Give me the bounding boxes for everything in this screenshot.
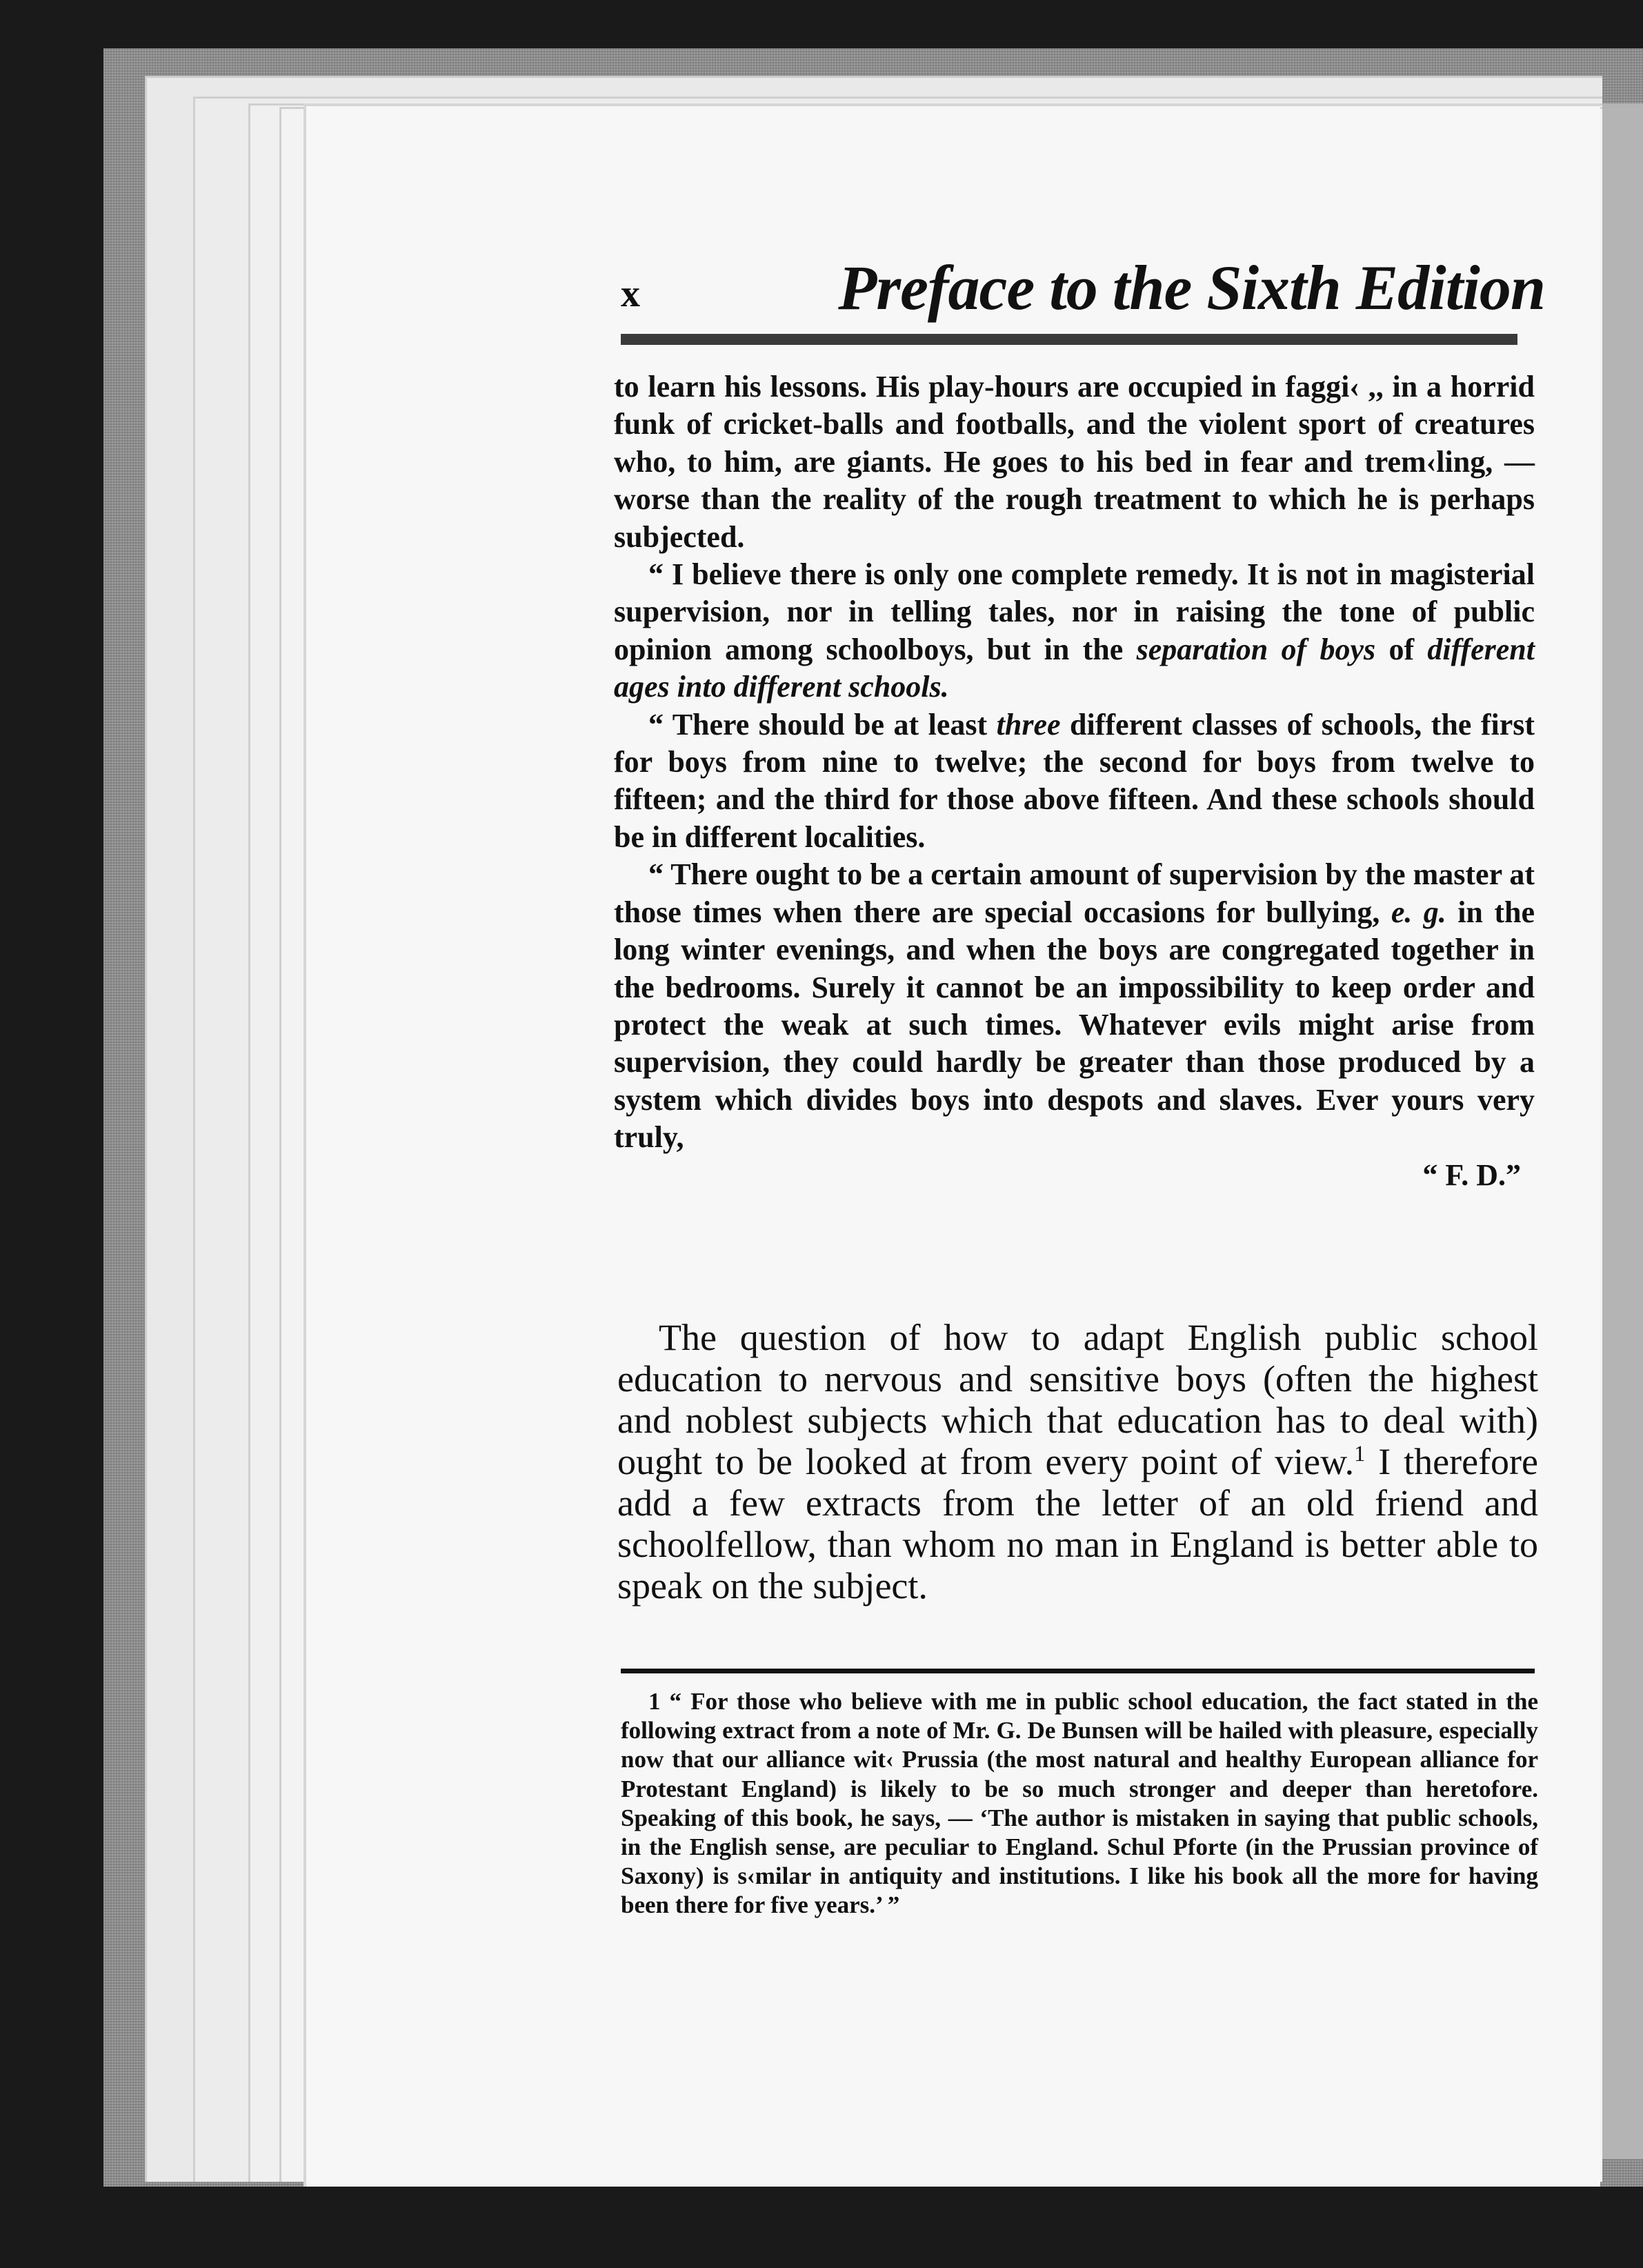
- emphasis: different ages into different schools.: [614, 632, 1535, 704]
- text-run: “ There should be at least: [648, 707, 997, 742]
- body-text: [614, 368, 1535, 1194]
- paragraph: [614, 706, 1535, 857]
- paragraph: to learn his lessons. His play-hours are occupied in faggi‹ ,, in a horrid funk of cricket-balls and footballs, and the violent sport of creatures who, to him, are giants. He goes to his bed in fear and trem‹ling, — worse than the reality of the rough treatment to which he is perhaps subjected.: [614, 370, 1535, 554]
- signature: “ F. D.”: [1422, 1157, 1521, 1192]
- text-run: The question of how to adapt English public school education to nervous and sensitive boys (often the highest and noblest subjects which that education has to deal with) ought to be looked at from every point of view.: [617, 1317, 1538, 1482]
- footnote-marker: 1: [648, 1688, 661, 1715]
- footnote: [621, 1687, 1538, 1920]
- main-paragraph: [617, 1317, 1538, 1606]
- emphasis: three: [996, 707, 1061, 742]
- text-run: different classes of schools, the first for boys from nine to twelve; the second for boys from twelve to fifteen; and the third for those above fifteen. And these schools should be in different localities.: [614, 707, 1535, 854]
- text-run: in the long winter evenings, and when the boys are congregated together in the bedrooms. Surely it cannot be an impossibility to keep order and protect the weak at such times. Whatever evils might arise from supervision, they could hardly be greater than those produced by a system which divides boys into despots and slaves. Ever yours very truly,: [614, 895, 1535, 1155]
- paragraph: [617, 1317, 1538, 1606]
- text-run: of: [1375, 632, 1428, 666]
- text-run: “ There ought to be a certain amount of supervision by the master at those times when there are special occasions for bullying,: [614, 857, 1535, 929]
- footnote-text: “ For those who believe with me in public school education, the fact stated in the following extract from a note of Mr. G. De Bunsen will be hailed with pleasure, especially now that our alliance wit‹ Prussia (the most natural and healthy European alliance for Protestant England) is likely to be so much stronger and deeper than heretofore. Speaking of this book, he says, — ‘The author is mistaken in saying that public schools, in the English sense, are peculiar to England. Schul Pforte (in the Prussian province of Saxony) is s‹milar in antiquity and institutions. I like his book all the more for having been there for five years.’ ”: [621, 1688, 1538, 1919]
- footnote-reference: 1: [1354, 1442, 1366, 1466]
- emphasis: separation of boys: [1136, 632, 1376, 666]
- book-page: [303, 103, 1600, 2187]
- text-run: I therefore add a few extracts from the letter of an old friend and schoolfellow, than whom no man in England is better able to speak on the subject.: [617, 1441, 1539, 1606]
- paragraph: [614, 856, 1535, 1156]
- page-content: [614, 106, 1545, 2107]
- footnote-paragraph: [621, 1687, 1538, 1920]
- header-rule: [621, 334, 1517, 345]
- emphasis: e. g.: [1391, 895, 1446, 929]
- paragraph: [614, 556, 1535, 706]
- footnote-rule: [621, 1669, 1535, 1673]
- page-number: x: [621, 272, 640, 315]
- text-run: “ I believe there is only one complete remedy. It is not in magisterial supervision, nor in telling tales, nor in raising the tone of public opinion among schoolboys, but in the: [614, 557, 1535, 666]
- running-head: Preface to the Sixth Edition: [838, 252, 1545, 323]
